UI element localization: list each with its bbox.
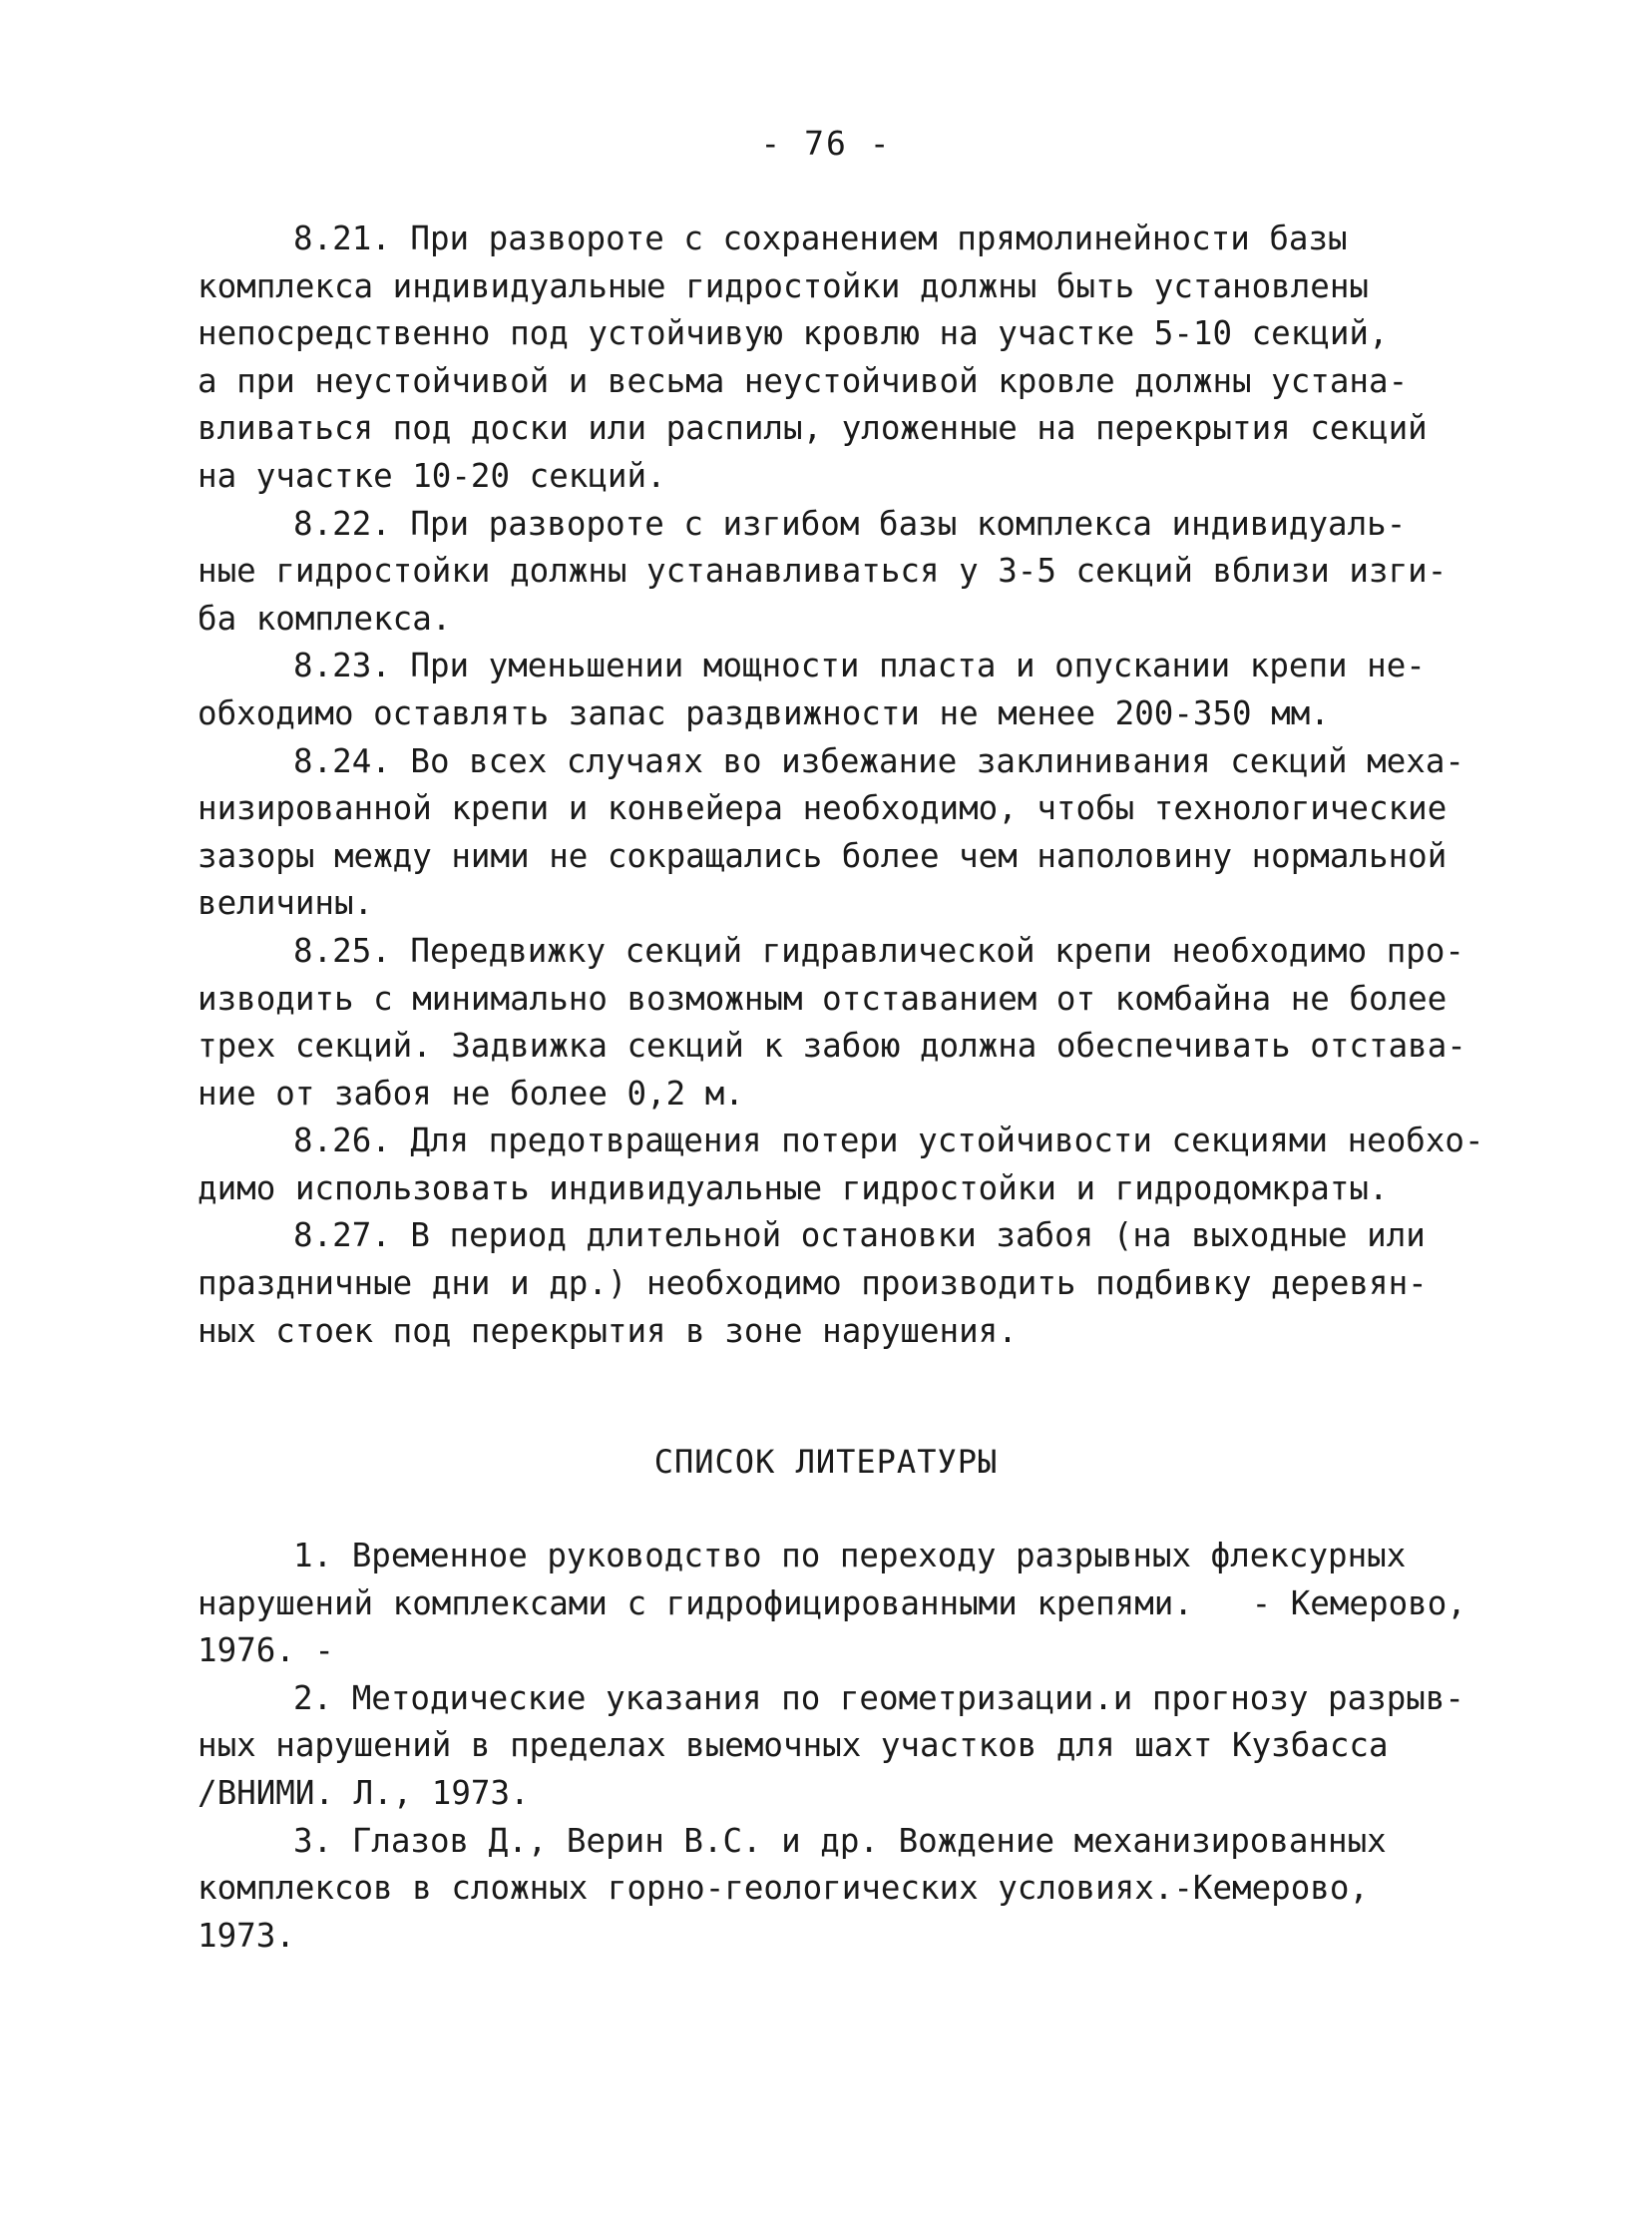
paragraph-8-21 <box>198 216 1494 501</box>
text-line: 8.22. При развороте с изгибом базы комплекса индивидуаль- <box>293 504 1407 543</box>
text-line: зазоры между ними не сокращались более чем наполовину нормальной <box>198 836 1447 875</box>
text-line: ных нарушений в пределах выемочных участков для шахт Кузбасса <box>198 1726 1389 1765</box>
text-line: 8.24. Во всех случаях во избежание заклинивания секций меха- <box>293 741 1464 780</box>
paragraph-8-22 <box>198 501 1494 644</box>
text-line: /ВНИМИ. Л., 1973. <box>198 1773 530 1812</box>
text-line: 3. Глазов Д., Верин В.С. и др. Вождение механизированных <box>293 1821 1387 1860</box>
text-line: непосредственно под устойчивую кровлю на участке 5-10 секций, <box>198 314 1389 353</box>
text-line: обходимо оставлять запас раздвижности не менее 200-350 мм. <box>198 693 1330 732</box>
text-line: ние от забоя не более 0,2 м. <box>198 1074 744 1113</box>
text-line: 8.27. В период длительной остановки забоя (на выходные или <box>293 1216 1426 1255</box>
main-text <box>198 216 1494 1355</box>
text-line: 2. Методические указания по геометризации.и прогнозу разрыв- <box>293 1678 1464 1717</box>
reference-item <box>198 1675 1494 1818</box>
text-line: ба комплекса. <box>198 599 452 638</box>
paragraph-8-25 <box>198 928 1494 1118</box>
text-line: вливаться под доски или распилы, уложенные на перекрытия секций <box>198 409 1428 448</box>
text-line: 1973. <box>198 1916 295 1955</box>
text-line: изводить с минимально возможным отставанием от комбайна не более <box>198 979 1447 1018</box>
page-number: - 76 - <box>760 124 892 163</box>
text-line: а при неустойчивой и весьма неустойчивой кровле должны устана- <box>198 361 1409 400</box>
paragraph-8-27 <box>198 1212 1494 1355</box>
text-line: комплекса индивидуальные гидростойки должны быть установлены <box>198 266 1369 305</box>
text-line: величины. <box>198 884 374 923</box>
text-line: 1. Временное руководство по переходу разрывных флексурных <box>293 1537 1407 1574</box>
paragraph-8-24 <box>198 738 1494 928</box>
references-list <box>198 1533 1494 1960</box>
paragraph-8-26 <box>198 1118 1494 1212</box>
reference-item <box>198 1533 1494 1675</box>
text-line: ные гидростойки должны устанавливаться у 3-5 секций вблизи изги- <box>198 552 1447 591</box>
text-line: трех секций. Задвижка секций к забою должна обеспечивать отстава- <box>198 1027 1466 1066</box>
text-line: 8.25. Передвижку секций гидравлической крепи необходимо про- <box>293 931 1464 970</box>
text-line: 8.23. При уменьшении мощности пласта и опускании крепи не- <box>293 647 1426 685</box>
text-line: на участке 10-20 секций. <box>198 456 666 495</box>
reference-item <box>198 1818 1494 1961</box>
text-line: ных стоек под перекрытия в зоне нарушения. <box>198 1311 1018 1350</box>
text-line: 8.21. При развороте с сохранением прямолинейности базы <box>293 220 1348 257</box>
text-line: праздничные дни и др.) необходимо производить подбивку деревян- <box>198 1264 1428 1303</box>
paragraph-8-23 <box>198 643 1494 737</box>
references-heading: СПИСОК ЛИТЕРАТУРЫ <box>653 1443 999 1481</box>
text-line: димо использовать индивидуальные гидростойки и гидродомкраты. <box>198 1168 1389 1207</box>
text-line: комплексов в сложных горно-геологических условиях.-Кемерово, <box>198 1869 1369 1908</box>
text-line: нарушений комплексами с гидрофицированными крепями. - Кемерово, <box>198 1583 1466 1622</box>
text-line: 8.26. Для предотвращения потери устойчивости секциями необхо- <box>293 1121 1484 1160</box>
text-line: низированной крепи и конвейера необходимо, чтобы технологические <box>198 789 1447 828</box>
text-line: 1976. - <box>198 1631 334 1670</box>
